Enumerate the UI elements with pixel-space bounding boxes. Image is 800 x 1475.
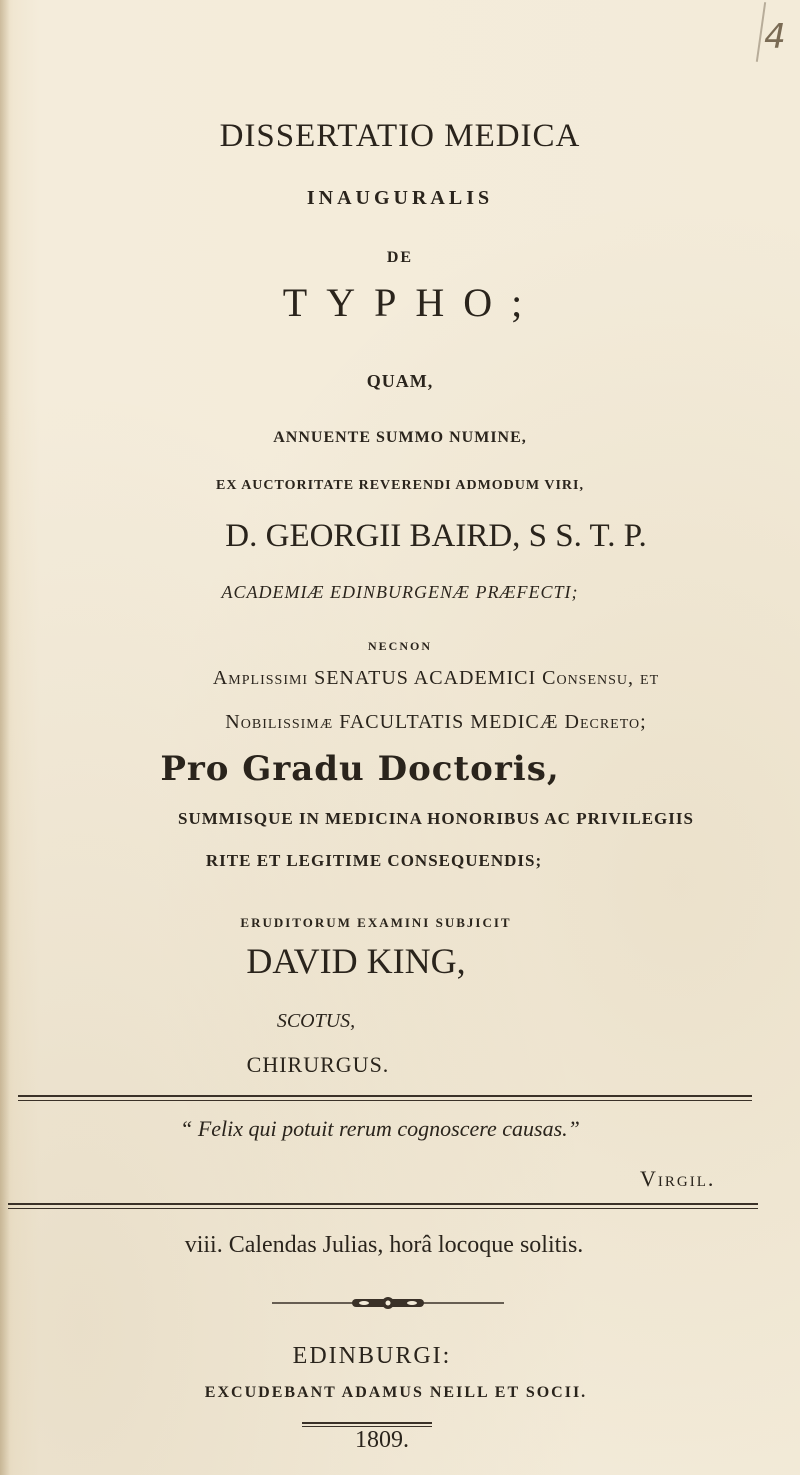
- senatus-line: Amplissimi SENATUS ACADEMICI Consensu, et: [212, 667, 660, 689]
- double-rule-bottom: [8, 1203, 758, 1205]
- author-name: DAVID KING,: [246, 941, 466, 981]
- rite-line: RITE ET LEGITIME CONSEQUENDIS;: [205, 851, 543, 870]
- dissertation-title: DISSERTATIO MEDICA: [219, 118, 581, 154]
- praefectus-name: D. GEORGII BAIRD, S S. T. P.: [225, 518, 647, 554]
- facultas-line: Nobilissimæ FACULTATIS MEDICÆ Decreto;: [225, 711, 647, 733]
- de-line: DE: [386, 249, 414, 266]
- double-rule-top-thin: [18, 1100, 752, 1101]
- eruditorum-line: ERUDITORUM EXAMINI SUBJICIT: [240, 915, 512, 930]
- double-rule-bottom-thin: [8, 1208, 758, 1209]
- double-rule-top: [18, 1095, 752, 1097]
- printers-ornament-icon: [268, 1296, 508, 1310]
- epigraph-quote: “ Felix qui potuit rerum cognoscere causas.”: [180, 1116, 580, 1141]
- academia-line: ACADEMIÆ EDINBURGENÆ PRÆFECTI;: [221, 582, 579, 602]
- corner-handwritten-note: 4: [764, 17, 786, 57]
- summisque-line: SUMMISQUE IN MEDICINA HONORIBUS AC PRIVILEGIIS: [178, 809, 694, 828]
- inauguralis-line: INAUGURALIS: [306, 187, 494, 209]
- gradu-doctoris-line: Pro Gradu Doctoris,: [160, 749, 560, 789]
- epigraph-attribution: Virgil.: [640, 1166, 716, 1191]
- necnon-line: NECNON: [367, 639, 432, 653]
- imprint-year: 1809.: [355, 1427, 409, 1453]
- auctoritate-line: EX AUCTORITATE REVERENDI ADMODUM VIRI,: [216, 478, 584, 493]
- date-line: viii. Calendas Julias, horâ locoque solitis.: [184, 1232, 584, 1258]
- author-origin: SCOTUS,: [276, 1010, 356, 1032]
- imprint-city: EDINBURGI:: [292, 1343, 452, 1369]
- quam-line: QUAM,: [366, 371, 434, 391]
- author-profession: CHIRURGUS.: [246, 1052, 390, 1077]
- imprint-printer: EXCUDEBANT ADAMUS NEILL ET SOCII.: [204, 1384, 588, 1401]
- subject-title: TYPHO;: [282, 280, 542, 325]
- annuente-line: ANNUENTE SUMMO NUMINE,: [273, 429, 527, 446]
- imprint-rule: [302, 1422, 432, 1424]
